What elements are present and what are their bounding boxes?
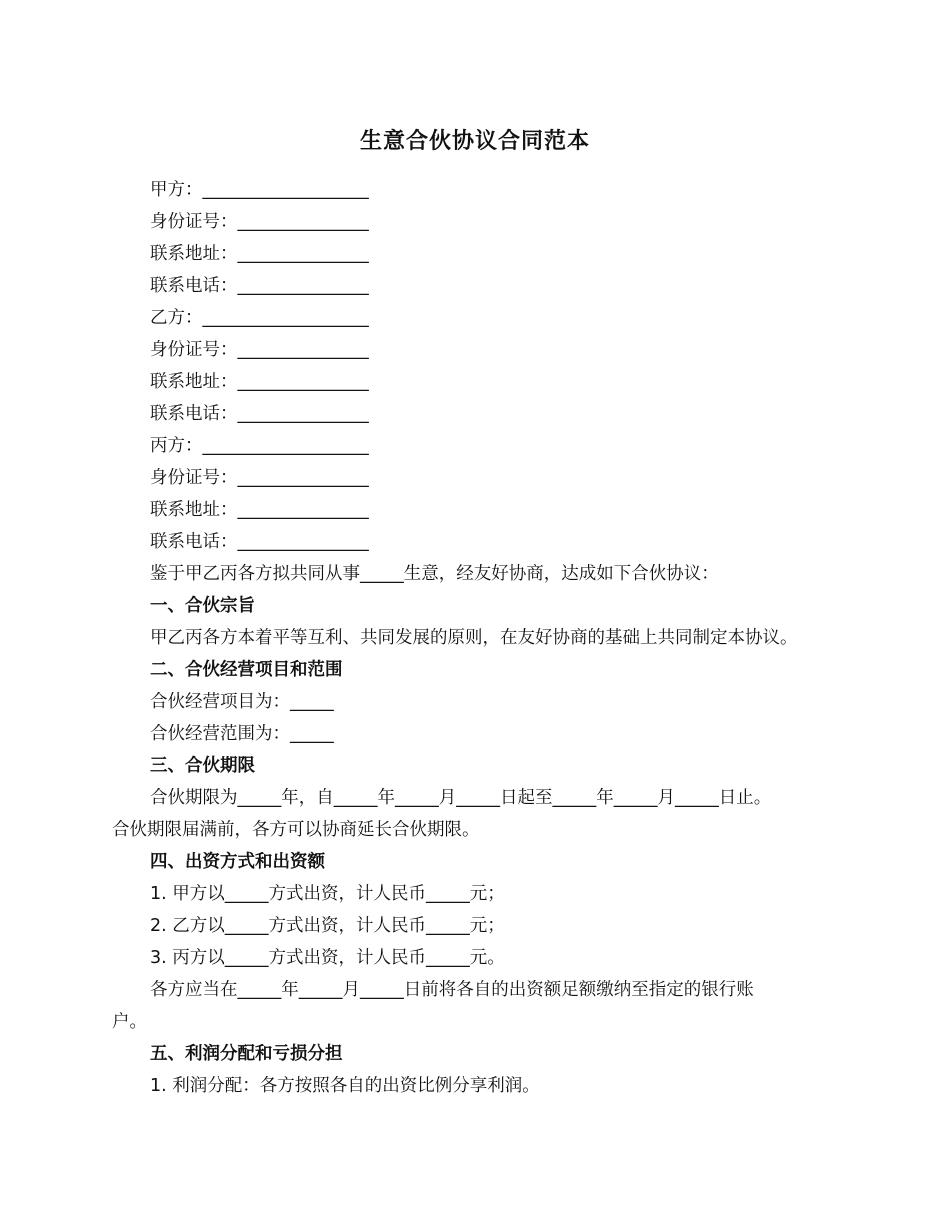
preamble-paragraph: 鉴于甲乙丙各方拟共同从事_____生意，经友好协商，达成如下合伙协议：: [150, 564, 719, 584]
party-b-address-line: 联系地址：_______________: [150, 372, 369, 392]
party-b-id-line: 身份证号：_______________: [150, 340, 369, 360]
contribution-item-1: 1. 甲方以_____方式出资，计人民币_____元；: [150, 884, 505, 904]
section-1-paragraph: 甲乙丙各方本着平等互利、共同发展的原则，在友好协商的基础上共同制定本协议。: [150, 628, 798, 648]
party-a-id-line: 身份证号：_______________: [150, 212, 369, 232]
party-a-line: 甲方：___________________: [150, 180, 369, 200]
document-title: 生意合伙协议合同范本: [359, 129, 590, 154]
profit-distribution-item-1: 1. 利润分配：各方按照各自的出资比例分享利润。: [150, 1076, 540, 1096]
contribution-item-2: 2. 乙方以_____方式出资，计人民币_____元；: [150, 916, 505, 936]
contribution-item-3: 3. 丙方以_____方式出资，计人民币_____元。: [150, 948, 505, 968]
party-c-phone-line: 联系电话：_______________: [150, 532, 369, 552]
business-scope-line: 合伙经营范围为：_____: [150, 724, 334, 744]
section-heading-3: 三、合伙期限: [150, 756, 255, 776]
party-c-line: 丙方：___________________: [150, 436, 369, 456]
section-heading-4: 四、出资方式和出资额: [150, 852, 325, 872]
section-heading-5: 五、利润分配和亏损分担: [150, 1044, 343, 1064]
party-b-line: 乙方：___________________: [150, 308, 369, 328]
section-heading-2: 二、合伙经营项目和范围: [150, 660, 343, 680]
section-heading-1: 一、合伙宗旨: [150, 596, 255, 616]
payment-deadline-continued: 户。: [112, 1012, 147, 1032]
party-a-phone-line: 联系电话：_______________: [150, 276, 369, 296]
business-project-line: 合伙经营项目为：_____: [150, 692, 334, 712]
party-b-phone-line: 联系电话：_______________: [150, 404, 369, 424]
term-paragraph: 合伙期限为_____年，自_____年_____月_____日起至_____年_____月_____日止。: [150, 788, 772, 808]
party-a-address-line: 联系地址：_______________: [150, 244, 369, 264]
payment-deadline-paragraph: 各方应当在_____年_____月_____日前将各自的出资额足额缴纳至指定的银行账: [150, 980, 754, 1000]
party-c-address-line: 联系地址：_______________: [150, 500, 369, 520]
term-paragraph-continued: 合伙期限届满前，各方可以协商延长合伙期限。: [112, 820, 480, 840]
party-c-id-line: 身份证号：_______________: [150, 468, 369, 488]
